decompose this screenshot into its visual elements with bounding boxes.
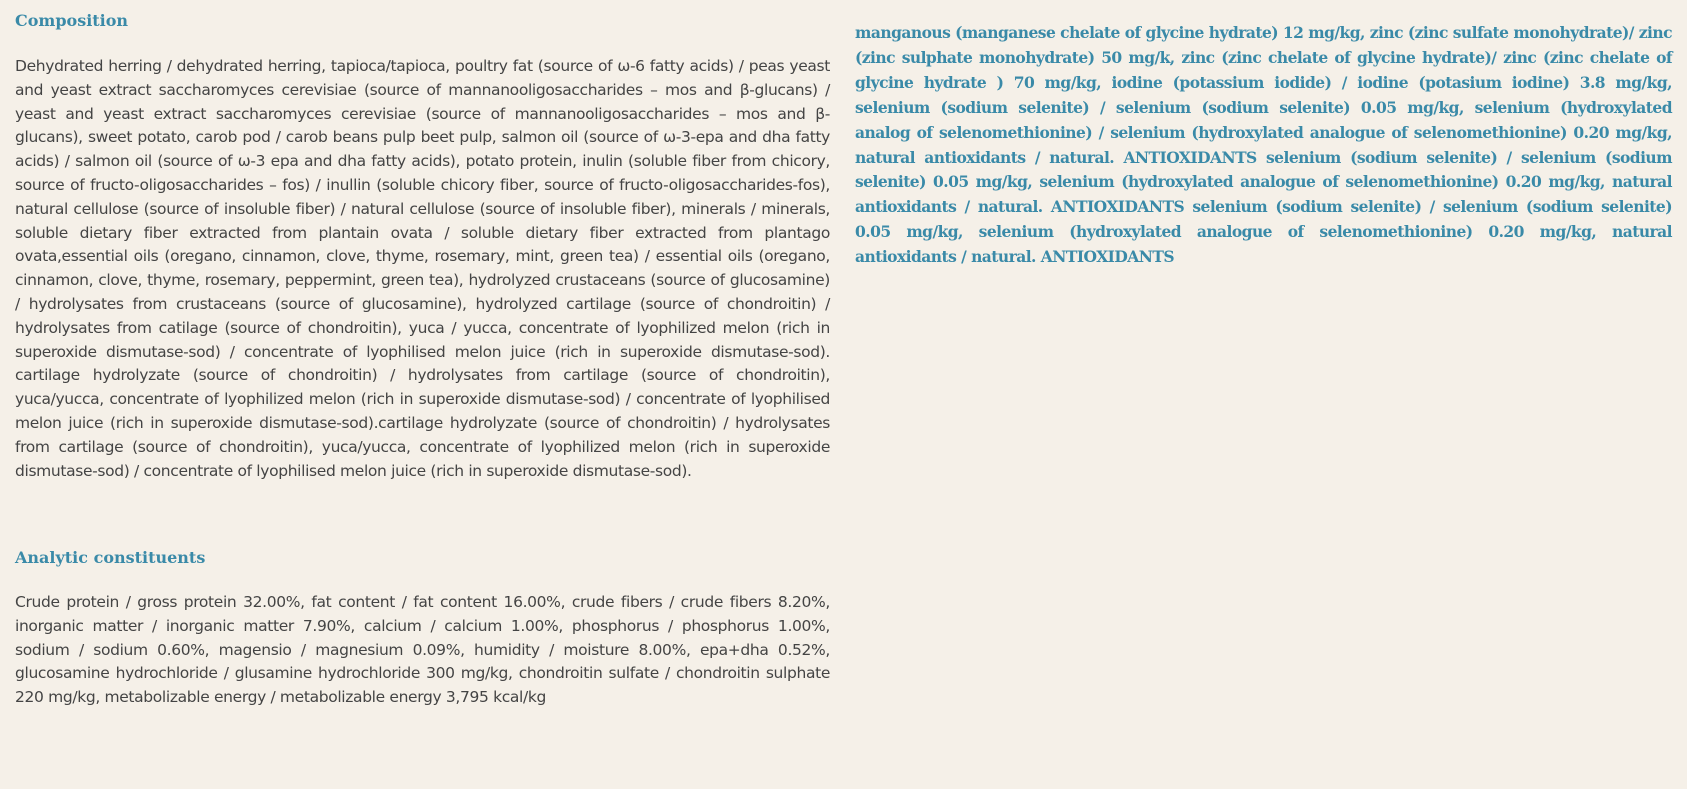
- composition-heading: Composition: [15, 11, 129, 30]
- composition-text: Dehydrated herring / dehydrated herring, tapioca/tapioca, poultry fat (source of ω-6 fatty acids) / peas yeast and yeast extract saccharomyces cerevisiae (source of mannanooligosaccharides – mos and β-glucans) / yeast and yeast extract saccharomyces cerevisiae (source of mannanooligosaccharides – mos and β-glucans), sweet potato, carob pod / carob beans pulp beet pulp, salmon oil (source of ω-3-epa and dha fatty acids) / salmon oil (source of ω-3 epa and dha fatty acids), potato protein, inulin (soluble fiber from chicory, source of fructo-oligosaccharides – fos) / inullin (soluble chicory fiber, source of fructo-oligosaccharides-fos), natural cellulose (source of insoluble fiber) / natural cellulose (source of insoluble fiber), minerals / minerals, soluble dietary fiber extracted from plantain ovata / soluble dietary fiber extracted from plantago ovata,essential oils (oregano, cinnamon, clove, thyme, rosemary, mint, green tea) / essential oils (oregano, cinnamon, clove, thyme, rosemary, peppermint, green tea), hydrolyzed crustaceans (source of glucosamine) / hydrolysates from crustaceans (source of glucosamine), hydrolyzed cartilage (source of chondroitin) / hydrolysates from catilage (source of chondroitin), yuca / yucca, concentrate of lyophilized melon (rich in superoxide dismutase-sod) / concentrate of lyophilised melon juice (rich in superoxide dismutase-sod). cartilage hydrolyzate (source of chondroitin) / hydrolysates from cartilage (source of chondroitin), yuca/yucca, concentrate of lyophilized melon (rich in superoxide dismutase-sod) / concentrate of lyophilised melon juice (rich in superoxide dismutase-sod).cartilage hydrolyzate (source of chondroitin) / hydrolysates from cartilage (source of chondroitin), yuca/yucca, concentrate of lyophilized melon (rich in superoxide dismutase-sod) / concentrate of lyophilised melon juice (rich in superoxide dismutase-sod).: [15, 57, 830, 480]
- analytic-constituents-heading: Analytic constituents: [15, 548, 206, 567]
- analytic-constituents-text: Crude protein / gross protein 32.00%, fat content / fat content 16.00%, crude fibers / crude fibers 8.20%, inorganic matter / inorganic matter 7.90%, calcium / calcium 1.00%, phosphorus / phosphorus 1.00%, sodium / sodium 0.60%, magensio / magnesium 0.09%, humidity / moisture 8.00%, epa+dha 0.52%, glucosamine hydrochloride / glusamine hydrochloride 300 mg/kg, chondroitin sulfate / chondroitin sulphate 220 mg/kg, metabolizable energy / metabolizable energy 3,795 kcal/kg: [15, 593, 830, 707]
- additives-text: manganous (manganese chelate of glycine hydrate) 12 mg/kg, zinc (zinc sulfate monohydrate)/ zinc (zinc sulphate monohydrate) 50 mg/k, zinc (zinc chelate of glycine hydrate)/ zinc (zinc chelate of glycine hydrate ) 70 mg/kg, iodine (potassium iodide) / iodine (potasium iodine) 3.8 mg/kg, selenium (sodium selenite) / selenium (sodium selenite) 0.05 mg/kg, selenium (hydroxylated analog of selenomethionine) / selenium (hydroxylated analogue of selenomethionine) 0.20 mg/kg, natural antioxidants / natural. ANTIOXIDANTS selenium (sodium selenite) / selenium (sodium selenite) 0.05 mg/kg, selenium (hydroxylated analogue of selenomethionine) 0.20 mg/kg, natural antioxidants / natural. ANTIOXIDANTS selenium (sodium selenite) / selenium (sodium selenite) 0.05 mg/kg, selenium (hydroxylated analogue of selenomethionine) 0.20 mg/kg, natural antioxidants / natural. ANTIOXIDANTS: [855, 23, 1672, 267]
